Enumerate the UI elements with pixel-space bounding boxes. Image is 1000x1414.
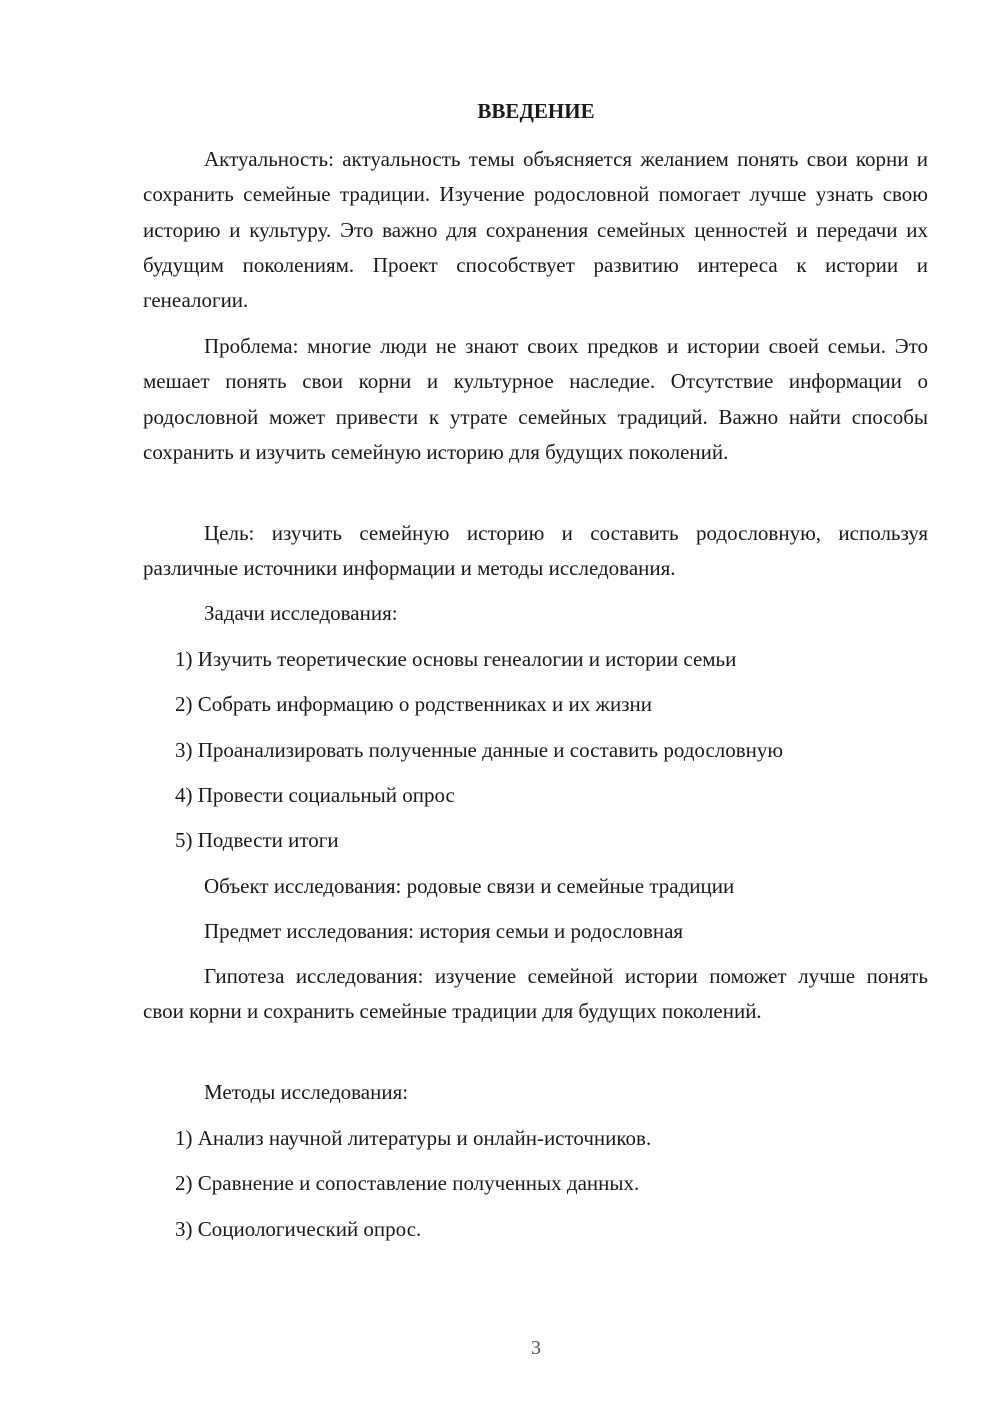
task-item: 5) Подвести итоги bbox=[175, 828, 339, 852]
page-number: 3 bbox=[531, 1337, 541, 1359]
methods-heading: Методы исследования: bbox=[204, 1080, 409, 1104]
goal-paragraph: Цель: изучить семейную историю и составить родословную, используя различные источники информации и методы исследования. bbox=[143, 521, 928, 581]
task-item: 4) Провести социальный опрос bbox=[175, 783, 455, 807]
object-line: Объект исследования: родовые связи и семейные традиции bbox=[204, 874, 735, 898]
task-item: 3) Проанализировать полученные данные и составить родословную bbox=[175, 738, 784, 762]
tasks-heading: Задачи исследования: bbox=[204, 601, 398, 625]
method-item: 2) Сравнение и сопоставление полученных данных. bbox=[175, 1171, 640, 1195]
problem-paragraph: Проблема: многие люди не знают своих предков и истории своей семьи. Это мешает понять свои корни и культурное наследие. Отсутствие информации о родословной может привести к утрате семейных традиций. Важно найти способы сохранить и изучить семейную историю для будущих поколений. bbox=[143, 334, 928, 464]
task-item: 2) Собрать информацию о родственниках и их жизни bbox=[175, 692, 652, 716]
subject-line: Предмет исследования: история семьи и родословная bbox=[204, 919, 684, 943]
page-title: ВВЕДЕНИЕ bbox=[477, 99, 595, 123]
task-item: 1) Изучить теоретические основы генеалогии и истории семьи bbox=[175, 647, 737, 671]
method-item: 1) Анализ научной литературы и онлайн-источников. bbox=[175, 1126, 652, 1150]
relevance-paragraph: Актуальность: актуальность темы объясняется желанием понять свои корни и сохранить семейные традиции. Изучение родословной помогает лучше узнать свою историю и культуру. Это важно для сохранения семейных ценностей и передачи их будущим поколениям. Проект способствует развитию интереса к истории и генеалогии. bbox=[143, 147, 928, 313]
hypothesis-paragraph: Гипотеза исследования: изучение семейной истории поможет лучше понять свои корни и сохранить семейные традиции для будущих поколений. bbox=[143, 964, 928, 1024]
method-item: 3) Социологический опрос. bbox=[175, 1217, 422, 1241]
